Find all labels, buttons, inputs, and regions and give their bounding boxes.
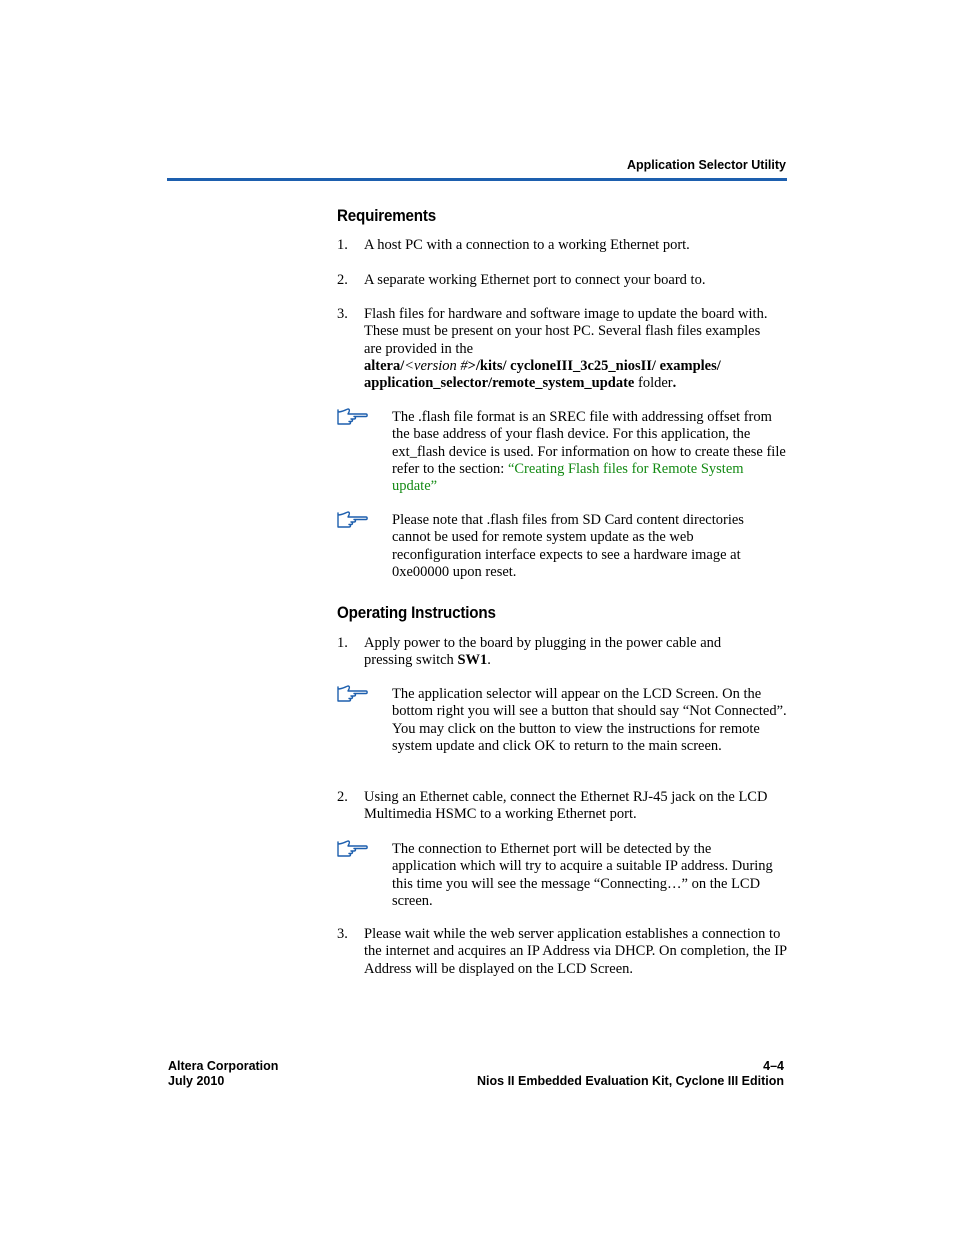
note-text (392, 409, 787, 495)
cross-reference-link[interactable]: “Creating Flash files for Remote System update” (392, 460, 744, 495)
footer-book-title: Nios II Embedded Evaluation Kit, Cyclone III Edition (477, 1074, 784, 1088)
note-text: Please note that .flash files from SD Card content directories cannot be used for remote system update as the web reconfiguration interface expects to see a hardware image at 0xe00000 upon reset. (392, 512, 744, 580)
path-version: <version # (404, 357, 468, 374)
footer-date: July 2010 (168, 1074, 225, 1088)
pointing-hand-icon (336, 408, 368, 426)
note-text: The application selector will appear on the LCD Screen. On the bottom right you will see a button that should say “Not Connected”. You may click on the button to view the instructions for remote system update and click OK to return to the main screen. (392, 686, 787, 754)
list-number: 2. (337, 272, 348, 288)
path-part: altera/ (364, 357, 405, 374)
header-rule (167, 178, 787, 181)
pointing-hand-icon (336, 840, 368, 858)
list-item (364, 635, 764, 670)
pointing-hand-icon (336, 511, 368, 529)
list-item: A separate working Ethernet port to connect your board to. (364, 272, 706, 288)
pointing-hand-icon (336, 685, 368, 703)
list-number: 1. (337, 635, 348, 651)
list-item (364, 306, 769, 392)
footer-company: Altera Corporation (168, 1059, 279, 1073)
section-heading-operating-instructions: Operating Instructions (337, 604, 496, 622)
note-text: The connection to Ethernet port will be detected by the application which will try to acquire a suitable IP address. During this time you will see the message “Connecting…” on the LCD screen. (392, 841, 773, 909)
path-tail: folder (634, 375, 673, 392)
switch-name: SW1 (457, 652, 488, 669)
list-item: Please wait while the web server application establishes a connection to the internet and acquires an IP Address via DHCP. On completion, the IP Address will be displayed on the LCD Screen. (364, 926, 787, 977)
list-number: 2. (337, 789, 348, 805)
list-item: Using an Ethernet cable, connect the Ethernet RJ-45 jack on the LCD Multimedia HSMC to a working Ethernet port. (364, 789, 768, 823)
item-tail: . (487, 652, 491, 669)
footer-right (477, 1059, 784, 1089)
item-text: Flash files for hardware and software image to update the board with. These must be present on your host PC. Several flash files examples are provided in the (364, 306, 768, 357)
item-text: Apply power to the board by plugging in the power cable and pressing switch (364, 635, 722, 669)
list-number: 3. (337, 926, 348, 942)
note-body: The .flash file format is an SREC file with addressing offset from the base address of your flash device. For this application, the ext_flash device is used. For information on how to create these file refer to the section: (392, 409, 786, 477)
period: . (672, 375, 677, 392)
footer-left (168, 1059, 278, 1089)
section-heading-requirements: Requirements (337, 207, 437, 225)
list-number: 3. (337, 306, 348, 322)
list-number: 1. (337, 237, 348, 253)
list-item: A host PC with a connection to a working Ethernet port. (364, 237, 690, 253)
running-header: Application Selector Utility (626, 158, 786, 172)
footer-page-number: 4–4 (763, 1059, 784, 1073)
path-part: >/kits/ cycloneIII_3c25_niosII/ examples/ application_selector/remote_system_update (364, 357, 721, 392)
